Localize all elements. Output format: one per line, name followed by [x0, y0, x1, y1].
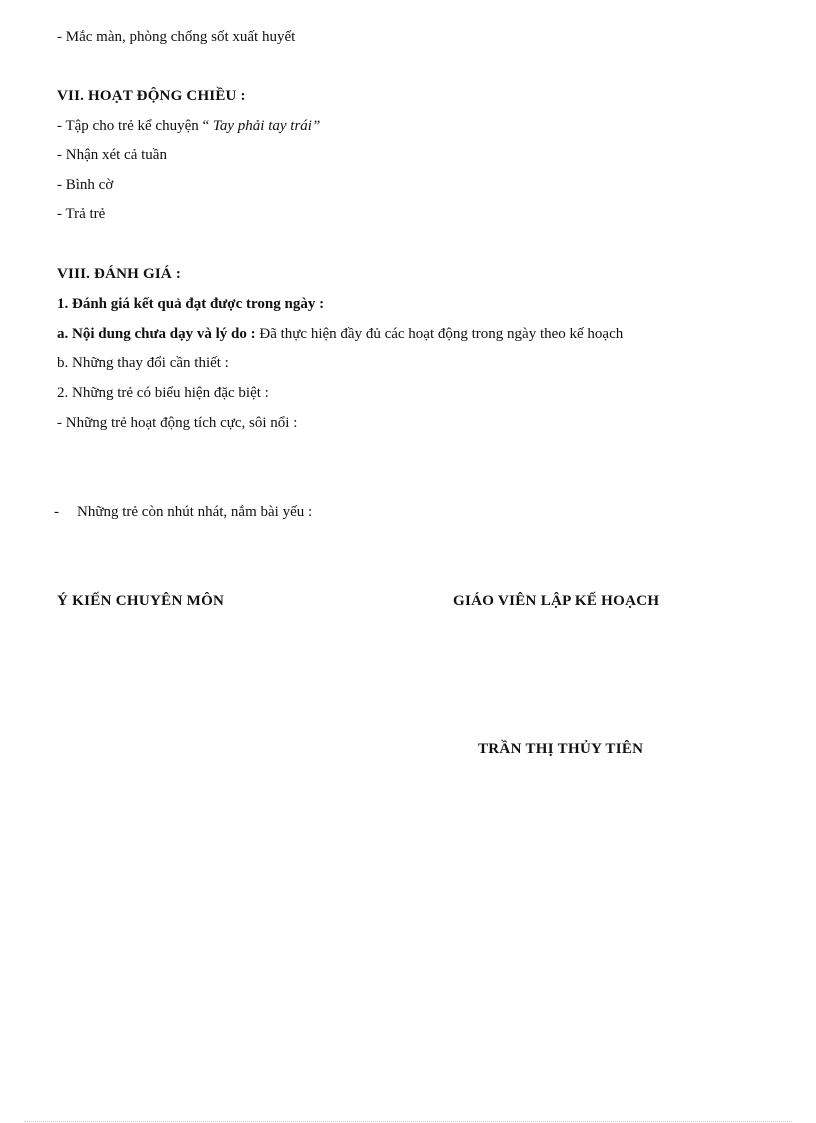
untaught-content-label: a. Nội dung chưa dạy và lý do :	[57, 326, 260, 342]
evaluation-shy-children: Những trẻ còn nhút nhát, nắm bài yếu :	[77, 504, 313, 520]
signature-teacher-name: TRẦN THỊ THỦY TIÊN	[478, 741, 644, 757]
subheading-daily-results: 1. Đánh giá kết quả đạt được trong ngày :	[57, 296, 325, 312]
list-item-flag-voting: - Bình cờ	[57, 177, 114, 193]
evaluation-necessary-changes: b. Những thay đổi cần thiết :	[57, 355, 229, 371]
untaught-content-text: Đã thực hiện đầy đủ các hoạt động trong ngày theo kế hoạch	[259, 326, 624, 342]
section-heading-afternoon-activities: VII. HOẠT ĐỘNG CHIỀU :	[57, 88, 246, 104]
list-item-weekly-review: - Nhận xét cả tuần	[57, 147, 167, 163]
section-heading-evaluation: VIII. ĐÁNH GIÁ :	[57, 266, 182, 282]
story-title: Tay phải tay trái”	[212, 118, 321, 134]
storytelling-prefix: - Tập cho trẻ kể chuyện “	[57, 118, 213, 134]
signature-professional-opinion-title: Ý KIẾN CHUYÊN MÔN	[57, 593, 225, 609]
evaluation-untaught-content	[57, 324, 623, 344]
evaluation-special-children: 2. Những trẻ có biểu hiện đặc biệt :	[57, 385, 269, 401]
signature-teacher-title: GIÁO VIÊN LẬP KẾ HOẠCH	[453, 593, 660, 609]
list-item-storytelling	[57, 116, 320, 136]
list-item-return-children: - Trả trẻ	[57, 206, 106, 222]
page-bottom-border	[24, 1121, 792, 1122]
shy-children-dash: -	[54, 504, 59, 520]
text-line-mosquito-net: - Mắc màn, phòng chống sốt xuất huyết	[57, 29, 296, 45]
evaluation-active-children: - Những trẻ hoạt động tích cực, sôi nổi :	[57, 415, 298, 431]
